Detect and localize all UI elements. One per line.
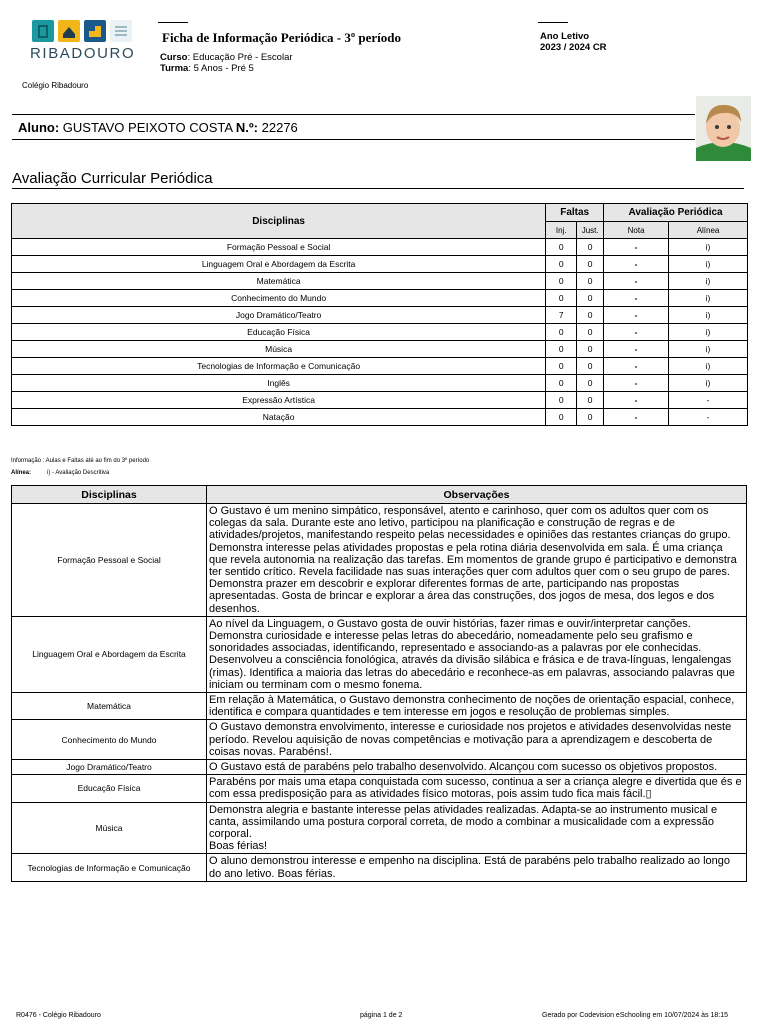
header-alinea: Alínea xyxy=(669,222,748,239)
cell-inj: 0 xyxy=(546,409,577,426)
cell-alinea: - xyxy=(669,409,748,426)
cell-nota: - xyxy=(604,239,669,256)
cell-disciplina: Educação Física xyxy=(12,324,546,341)
cell-just: 0 xyxy=(577,273,604,290)
cell-disciplina: Educação Física xyxy=(12,775,207,802)
cell-observacao: O aluno demonstrou interesse e empenho na disciplina. Está de parabéns pelo trabalho realizado ao longo do ano letivo. Boas férias. xyxy=(207,854,747,881)
cell-disciplina: Expressão Artística xyxy=(12,392,546,409)
cell-inj: 0 xyxy=(546,239,577,256)
cell-inj: 0 xyxy=(546,256,577,273)
cell-alinea: i) xyxy=(669,290,748,307)
cell-nota: - xyxy=(604,341,669,358)
cell-disciplina: Inglês xyxy=(12,375,546,392)
cell-just: 0 xyxy=(577,392,604,409)
student-name: GUSTAVO PEIXOTO COSTA xyxy=(62,120,233,135)
evaluation-table xyxy=(11,203,748,426)
observations-table xyxy=(11,485,747,882)
curso-value: : Educação Pré - Escolar xyxy=(187,52,293,63)
cell-disciplina: Conhecimento do Mundo xyxy=(12,290,546,307)
cell-nota: - xyxy=(604,273,669,290)
cell-nota: - xyxy=(604,307,669,324)
cell-disciplina: Formação Pessoal e Social xyxy=(12,504,207,617)
ano-letivo-value: 2023 / 2024 CR xyxy=(540,42,607,53)
table-row xyxy=(12,256,748,273)
cell-disciplina: Conhecimento do Mundo xyxy=(12,720,207,760)
cell-just: 0 xyxy=(577,341,604,358)
cell-observacao: Ao nível da Linguagem, o Gustavo gosta de ouvir histórias, fazer rimas e ouvir/interpretar canções. Demonstra curiosidade e interesse pelas letras do abecedário, nomeadamente pelo seu grafismo e sonoridades associadas, identificando, representado e associando-as a palavras por ele conhecidas. Desenvolveu a consciência fonológica, através da divisão silábica e frásica e de trava-línguas, lengalengas (rimas). Identifica a maioria das letras do abecedário e reconhece-as em palavras, associando palavras que iniciam ou terminam com o mesmo fonema. xyxy=(207,616,747,692)
table-row xyxy=(12,693,747,720)
cell-disciplina: Jogo Dramático/Teatro xyxy=(12,760,207,775)
cell-alinea: i) xyxy=(669,256,748,273)
cell-just: 0 xyxy=(577,324,604,341)
table-row xyxy=(12,375,748,392)
numero-label: N.º: xyxy=(235,120,258,135)
cell-disciplina: Matemática xyxy=(12,693,207,720)
cell-alinea: i) xyxy=(669,358,748,375)
cell-nota: - xyxy=(604,256,669,273)
table-row xyxy=(12,504,747,617)
cell-observacao: Demonstra alegria e bastante interesse pelas atividades realizadas. Adapta-se ao instrumento musical e canta, assimilando uma postura corporal correta, de modo a combinar a musicalidade com a expressão corporal. Boas férias! xyxy=(207,802,747,854)
table-row xyxy=(12,307,748,324)
student-number: 22276 xyxy=(261,120,298,135)
alinea-legend-text: i) - Avaliação Descritiva xyxy=(47,470,110,476)
cell-inj: 0 xyxy=(546,341,577,358)
table-row xyxy=(12,358,748,375)
cell-observacao: O Gustavo demonstra envolvimento, interesse e curiosidade nos projetos e atividades desenvolvidas neste período. Revelou aquisição de novas competências e motivação para a aprendizagem e descoberta de coisas novas. Parabéns!. xyxy=(207,720,747,760)
cell-observacao: O Gustavo é um menino simpático, responsável, atento e carinhoso, quer com os adultos quer com os colegas da sala. Durante este ano letivo, participou na planificação e construção de regras e de atividades/projetos, manifestando respeito pelas necessidades e opiniões das restantes crianças do grupo. Demonstra interesse pelas atividades propostas e pela rotina diária desenvolvida em sala. É uma criança que revela autonomia na realização das tarefas. Em momentos de grande grupo é participativo e demonstra ter sentido crítico. Revela facilidade nas suas interações quer com adultos quer com o seu grupo de pares. Demonstra prazer em descobrir e explorar diferentes formas de arte, participando nas propostas apresentadas. Gosta de brincar e explorar a área das construções, dos jogos de mesa, dos legos e dos desenhos. xyxy=(207,504,747,617)
header-rule xyxy=(158,22,188,23)
document-title: Ficha de Informação Periódica - 3º período xyxy=(162,30,401,45)
header-observacoes: Observações xyxy=(207,486,747,504)
turma-line xyxy=(160,63,254,74)
header-inj: Inj. xyxy=(546,222,577,239)
cell-inj: 0 xyxy=(546,273,577,290)
footer-generated: Gerado por Codevision eSchooling em 10/07/2024 às 18:15 xyxy=(542,1012,729,1019)
cell-inj: 0 xyxy=(546,392,577,409)
logo-icons xyxy=(32,20,142,42)
table-row xyxy=(12,290,748,307)
cell-inj: 0 xyxy=(546,324,577,341)
cell-alinea: i) xyxy=(669,273,748,290)
header-disciplinas: Disciplinas xyxy=(12,204,546,239)
cell-nota: - xyxy=(604,392,669,409)
folder-icon xyxy=(84,20,106,42)
cell-nota: - xyxy=(604,375,669,392)
cell-nota: - xyxy=(604,409,669,426)
cell-inj: 7 xyxy=(546,307,577,324)
student-line xyxy=(18,120,298,135)
cell-just: 0 xyxy=(577,239,604,256)
cell-alinea: i) xyxy=(669,375,748,392)
header-disciplinas: Disciplinas xyxy=(12,486,207,504)
cell-just: 0 xyxy=(577,409,604,426)
table-row xyxy=(12,409,748,426)
cell-disciplina: Natação xyxy=(12,409,546,426)
cell-just: 0 xyxy=(577,358,604,375)
cell-observacao: O Gustavo está de parabéns pelo trabalho desenvolvido. Alcançou com sucesso os objetivos propostos. xyxy=(207,760,747,775)
table-row xyxy=(12,802,747,854)
cell-inj: 0 xyxy=(546,358,577,375)
logo-text: RIBADOURO xyxy=(30,45,136,62)
table-row xyxy=(12,616,747,692)
curso-line xyxy=(160,52,293,63)
header-rule xyxy=(538,22,568,23)
school-name: Colégio Ribadouro xyxy=(22,81,89,90)
alinea-legend-label: Alínea: xyxy=(11,470,32,476)
header-nota: Nota xyxy=(604,222,669,239)
cell-nota: - xyxy=(604,290,669,307)
cell-disciplina: Linguagem Oral e Abordagem da Escrita xyxy=(12,616,207,692)
cell-just: 0 xyxy=(577,256,604,273)
school-logo xyxy=(30,20,142,64)
table-row xyxy=(12,324,748,341)
cell-disciplina: Matemática xyxy=(12,273,546,290)
cell-disciplina: Formação Pessoal e Social xyxy=(12,239,546,256)
cell-nota: - xyxy=(604,324,669,341)
cell-disciplina: Música xyxy=(12,802,207,854)
cell-inj: 0 xyxy=(546,290,577,307)
table-row xyxy=(12,273,748,290)
turma-value: : 5 Anos - Pré 5 xyxy=(188,63,254,74)
footer-left: R0476 - Colégio Ribadouro xyxy=(16,1012,101,1019)
cell-observacao: Em relação à Matemática, o Gustavo demonstra conhecimento de noções de orientação espacial, conhece, identifica e compara quantidades e tem interesse em jogos e resolução de problemas simples. xyxy=(207,693,747,720)
cell-observacao: Parabéns por mais uma etapa conquistada com sucesso, continua a ser a criança alegre e divertida que és e com essa predisposição para as atividades físico motoras, pois assim tudo fica mais fácil.▯ xyxy=(207,775,747,802)
table-row xyxy=(12,760,747,775)
cell-disciplina: Tecnologias de Informação e Comunicação xyxy=(12,854,207,881)
header-just: Just. xyxy=(577,222,604,239)
alinea-legend xyxy=(11,470,109,476)
section-rule xyxy=(12,188,744,189)
cell-just: 0 xyxy=(577,307,604,324)
book-icon xyxy=(32,20,54,42)
table-row xyxy=(12,341,748,358)
header-avaliacao: Avaliação Periódica xyxy=(604,204,748,222)
cell-inj: 0 xyxy=(546,375,577,392)
section-title: Avaliação Curricular Periódica xyxy=(12,170,213,187)
info-note: Informação : Aulas e Faltas até ao fim do 3º período xyxy=(11,458,150,464)
list-icon xyxy=(110,20,132,42)
cell-just: 0 xyxy=(577,290,604,307)
cell-just: 0 xyxy=(577,375,604,392)
cell-alinea: i) xyxy=(669,307,748,324)
ano-letivo-label: Ano Letivo xyxy=(540,31,590,42)
house-icon xyxy=(58,20,80,42)
cell-alinea: i) xyxy=(669,324,748,341)
cell-alinea: i) xyxy=(669,239,748,256)
cell-disciplina: Tecnologias de Informação e Comunicação xyxy=(12,358,546,375)
table-row xyxy=(12,720,747,760)
curso-label: Curso xyxy=(160,52,188,63)
table-row xyxy=(12,239,748,256)
table-row xyxy=(12,392,748,409)
student-box xyxy=(12,114,695,140)
student-photo xyxy=(696,96,751,161)
header-faltas: Faltas xyxy=(546,204,604,222)
cell-disciplina: Jogo Dramático/Teatro xyxy=(12,307,546,324)
cell-disciplina: Música xyxy=(12,341,546,358)
turma-label: Turma xyxy=(160,63,189,74)
footer-page: página 1 de 2 xyxy=(360,1012,403,1019)
cell-alinea: i) xyxy=(669,341,748,358)
table-row xyxy=(12,775,747,802)
cell-alinea: - xyxy=(669,392,748,409)
cell-disciplina: Linguagem Oral e Abordagem da Escrita xyxy=(12,256,546,273)
aluno-label: Aluno: xyxy=(18,120,60,135)
table-row xyxy=(12,854,747,881)
cell-nota: - xyxy=(604,358,669,375)
